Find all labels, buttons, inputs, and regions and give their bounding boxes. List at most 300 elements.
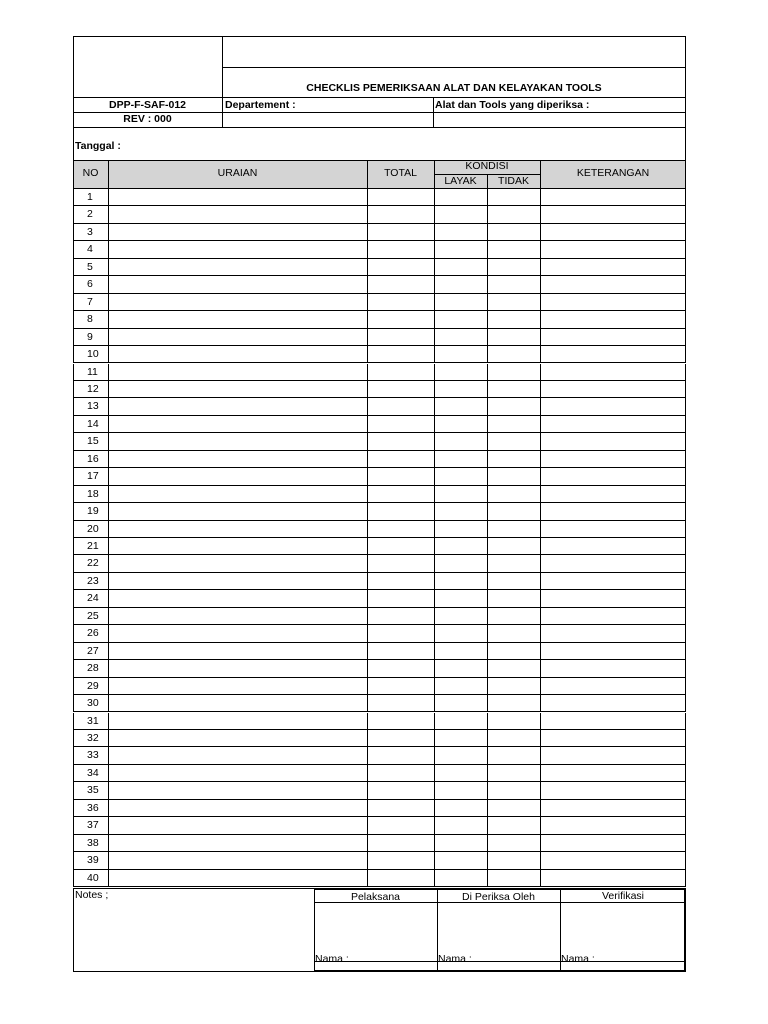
cell-divider <box>108 590 109 606</box>
pelaksana-label: Pelaksana <box>350 891 401 903</box>
cell-divider <box>367 800 368 816</box>
row-number: 36 <box>87 801 99 814</box>
row-number: 19 <box>87 505 99 518</box>
cell-divider <box>434 433 435 449</box>
cell-divider <box>434 817 435 833</box>
cell-divider <box>487 800 488 816</box>
cell-divider <box>434 381 435 397</box>
cell-divider <box>108 608 109 624</box>
table-row <box>73 817 686 834</box>
cell-divider <box>540 206 541 222</box>
row-number: 25 <box>87 609 99 622</box>
verifikasi-label: Verifikasi <box>601 890 644 902</box>
cell-divider <box>434 311 435 327</box>
table-row <box>73 660 686 677</box>
cell-divider <box>367 590 368 606</box>
cell-divider <box>487 294 488 310</box>
cell-divider <box>367 311 368 327</box>
cell-divider <box>487 416 488 432</box>
cell-divider <box>434 573 435 589</box>
cell-divider <box>367 329 368 345</box>
table-row <box>73 416 686 433</box>
row-number: 37 <box>87 819 99 832</box>
cell-divider <box>487 590 488 606</box>
cell-divider <box>108 364 109 380</box>
table-row <box>73 747 686 764</box>
cell-divider <box>540 713 541 729</box>
cell-divider <box>367 835 368 851</box>
cell-divider <box>487 765 488 781</box>
row-number: 20 <box>87 522 99 535</box>
cell-divider <box>540 329 541 345</box>
cell-divider <box>108 555 109 571</box>
cell-divider <box>540 538 541 554</box>
cell-divider <box>540 782 541 798</box>
col-uraian-header: URAIAN <box>217 167 258 179</box>
table-row <box>73 625 686 642</box>
cell-divider <box>434 416 435 432</box>
cell-divider <box>487 433 488 449</box>
cell-divider <box>487 206 488 222</box>
cell-divider <box>108 678 109 694</box>
cell-divider <box>487 521 488 537</box>
cell-divider <box>487 311 488 327</box>
cell-divider <box>540 521 541 537</box>
col-layak-header: LAYAK <box>444 175 477 187</box>
cell-divider <box>434 398 435 414</box>
cell-divider <box>434 189 435 205</box>
cell-divider <box>434 695 435 711</box>
cell-divider <box>540 224 541 240</box>
cell-divider <box>434 486 435 502</box>
tools-label: Alat dan Tools yang diperiksa : <box>435 99 590 111</box>
row-number: 28 <box>87 662 99 675</box>
verifikasi-nama-label: Nama : <box>561 953 595 965</box>
cell-divider <box>540 643 541 659</box>
row-number: 11 <box>87 365 98 378</box>
cell-divider <box>540 660 541 676</box>
cell-divider <box>108 747 109 763</box>
cell-divider <box>108 381 109 397</box>
cell-divider <box>540 625 541 641</box>
cell-divider <box>108 189 109 205</box>
cell-divider <box>434 765 435 781</box>
row-number: 31 <box>87 714 99 727</box>
doc-code: DPP-F-SAF-012 <box>108 99 186 111</box>
cell-divider <box>434 241 435 257</box>
col-total-header: TOTAL <box>384 167 417 179</box>
cell-divider <box>540 486 541 502</box>
cell-divider <box>434 782 435 798</box>
cell-divider <box>108 486 109 502</box>
cell-divider <box>434 852 435 868</box>
table-row <box>73 765 686 782</box>
cell-divider <box>108 870 109 886</box>
cell-divider <box>540 695 541 711</box>
table-row <box>73 241 686 258</box>
cell-divider <box>487 835 488 851</box>
cell-divider <box>487 817 488 833</box>
cell-divider <box>108 643 109 659</box>
cell-divider <box>367 817 368 833</box>
cell-divider <box>487 782 488 798</box>
cell-divider <box>434 521 435 537</box>
cell-divider <box>487 364 488 380</box>
diperiksa-label: Di Periksa Oleh <box>462 891 535 903</box>
cell-divider <box>108 573 109 589</box>
header-divider-tools <box>433 97 434 128</box>
cell-divider <box>367 747 368 763</box>
table-row <box>73 398 686 415</box>
cell-divider <box>434 608 435 624</box>
row-number: 24 <box>87 592 99 605</box>
cell-divider <box>540 433 541 449</box>
table-row <box>73 433 686 450</box>
cell-divider <box>540 416 541 432</box>
row-number: 23 <box>87 574 99 587</box>
cell-divider <box>487 346 488 362</box>
table-row <box>73 346 686 363</box>
cell-divider <box>108 224 109 240</box>
row-number: 27 <box>87 644 99 657</box>
cell-divider <box>540 503 541 519</box>
cell-divider <box>108 782 109 798</box>
cell-divider <box>434 538 435 554</box>
cell-divider <box>367 468 368 484</box>
table-row <box>73 852 686 869</box>
table-row <box>73 189 686 206</box>
cell-divider <box>108 311 109 327</box>
table-row <box>73 364 686 381</box>
cell-divider <box>540 817 541 833</box>
cell-divider <box>540 800 541 816</box>
cell-divider <box>367 678 368 694</box>
cell-divider <box>108 346 109 362</box>
table-row <box>73 329 686 346</box>
row-number: 8 <box>87 313 93 326</box>
cell-divider <box>434 329 435 345</box>
cell-divider <box>367 241 368 257</box>
cell-divider <box>487 189 488 205</box>
cell-divider <box>108 521 109 537</box>
cell-divider <box>367 189 368 205</box>
table-row <box>73 555 686 572</box>
row-number: 38 <box>87 836 99 849</box>
cell-divider <box>434 713 435 729</box>
table-row <box>73 224 686 241</box>
cell-divider <box>434 835 435 851</box>
cell-divider <box>108 538 109 554</box>
row-number: 7 <box>87 295 93 308</box>
cell-divider <box>540 311 541 327</box>
cell-divider <box>540 765 541 781</box>
cell-divider <box>108 852 109 868</box>
cell-divider <box>108 625 109 641</box>
col-kondisi-header: KONDISI <box>465 160 509 172</box>
cell-divider <box>367 259 368 275</box>
cell-divider <box>487 695 488 711</box>
cell-divider <box>540 451 541 467</box>
table-row <box>73 870 686 887</box>
notes-label: Notes ; <box>75 889 109 901</box>
table-row <box>73 643 686 660</box>
cell-divider <box>434 590 435 606</box>
cell-divider <box>487 747 488 763</box>
table-row <box>73 800 686 817</box>
cell-divider <box>540 835 541 851</box>
cell-divider <box>487 730 488 746</box>
table-row <box>73 294 686 311</box>
table-row <box>73 311 686 328</box>
cell-divider <box>434 276 435 292</box>
cell-divider <box>367 643 368 659</box>
cell-divider <box>540 678 541 694</box>
row-number: 29 <box>87 679 99 692</box>
table-row <box>73 608 686 625</box>
cell-divider <box>434 660 435 676</box>
cell-divider <box>108 294 109 310</box>
cell-divider <box>367 870 368 886</box>
cell-divider <box>540 189 541 205</box>
cell-divider <box>108 800 109 816</box>
row-number: 21 <box>87 540 99 552</box>
col-keterangan-header: KETERANGAN <box>576 167 650 179</box>
cell-divider <box>108 451 109 467</box>
cell-divider <box>434 730 435 746</box>
table-row <box>73 678 686 695</box>
cell-divider <box>540 346 541 362</box>
cell-divider <box>434 259 435 275</box>
cell-divider <box>487 503 488 519</box>
cell-divider <box>367 573 368 589</box>
cell-divider <box>487 870 488 886</box>
cell-divider <box>108 416 109 432</box>
cell-divider <box>487 259 488 275</box>
cell-divider <box>434 643 435 659</box>
cell-divider <box>540 573 541 589</box>
cell-divider <box>540 294 541 310</box>
cell-divider <box>367 730 368 746</box>
table-row <box>73 782 686 799</box>
row-number: 39 <box>87 854 99 867</box>
cell-divider <box>108 503 109 519</box>
pelaksana-nama-label: Nama : <box>315 953 349 965</box>
cell-divider <box>367 852 368 868</box>
col-tidak-header: TIDAK <box>498 175 529 187</box>
cell-divider <box>487 241 488 257</box>
cell-divider <box>108 259 109 275</box>
cell-divider <box>540 259 541 275</box>
cell-divider <box>434 800 435 816</box>
cell-divider <box>487 538 488 554</box>
cell-divider <box>540 590 541 606</box>
cell-divider <box>434 224 435 240</box>
row-number: 35 <box>87 784 99 797</box>
cell-divider <box>367 555 368 571</box>
cell-divider <box>487 555 488 571</box>
row-number: 22 <box>87 557 99 570</box>
diperiksa-nama-label: Nama : <box>438 953 472 965</box>
cell-divider <box>434 451 435 467</box>
row-number: 16 <box>87 452 99 465</box>
cell-divider <box>434 206 435 222</box>
row-number: 33 <box>87 749 99 762</box>
row-number: 17 <box>87 470 99 483</box>
table-row <box>73 573 686 590</box>
table-row <box>73 503 686 520</box>
cell-divider <box>434 346 435 362</box>
cell-divider <box>487 381 488 397</box>
cell-divider <box>108 329 109 345</box>
row-number: 18 <box>87 487 99 500</box>
cell-divider <box>108 695 109 711</box>
table-row <box>73 590 686 607</box>
table-row <box>73 451 686 468</box>
cell-divider <box>434 503 435 519</box>
cell-divider <box>367 713 368 729</box>
cell-divider <box>434 555 435 571</box>
row-number: 13 <box>87 400 99 413</box>
cell-divider <box>487 660 488 676</box>
cell-divider <box>434 364 435 380</box>
row-number: 3 <box>87 225 93 238</box>
table-row <box>73 730 686 747</box>
cell-divider <box>108 660 109 676</box>
cell-divider <box>367 765 368 781</box>
row-number: 14 <box>87 417 99 430</box>
cell-divider <box>367 660 368 676</box>
cell-divider <box>108 468 109 484</box>
cell-divider <box>367 433 368 449</box>
table-row <box>73 381 686 398</box>
revision-label: REV : 000 <box>123 113 172 125</box>
table-row <box>73 835 686 852</box>
cell-divider <box>487 608 488 624</box>
cell-divider <box>434 468 435 484</box>
header-divider-mid <box>73 97 686 98</box>
form-title: CHECKLIS PEMERIKSAAN ALAT DAN KELAYAKAN TOOLS <box>306 82 602 94</box>
cell-divider <box>367 346 368 362</box>
cell-divider <box>487 224 488 240</box>
cell-divider <box>540 747 541 763</box>
cell-divider <box>540 398 541 414</box>
cell-divider <box>367 521 368 537</box>
cell-divider <box>434 625 435 641</box>
row-number: 40 <box>87 871 99 884</box>
cell-divider <box>108 398 109 414</box>
row-number: 15 <box>87 435 99 448</box>
cell-divider <box>108 241 109 257</box>
row-number: 4 <box>87 243 93 256</box>
table-row <box>73 259 686 276</box>
date-label: Tanggal : <box>75 140 121 152</box>
cell-divider <box>367 294 368 310</box>
cell-divider <box>487 643 488 659</box>
cell-divider <box>367 625 368 641</box>
row-number: 1 <box>87 191 93 203</box>
cell-divider <box>487 398 488 414</box>
cell-divider <box>108 730 109 746</box>
row-number: 26 <box>87 627 99 640</box>
cell-divider <box>367 206 368 222</box>
cell-divider <box>487 625 488 641</box>
cell-divider <box>540 555 541 571</box>
cell-divider <box>434 294 435 310</box>
row-number: 10 <box>87 348 99 361</box>
header-divider-top <box>222 67 686 68</box>
cell-divider <box>540 241 541 257</box>
col-no-header: NO <box>82 167 99 179</box>
cell-divider <box>367 608 368 624</box>
cell-divider <box>540 276 541 292</box>
row-number: 2 <box>87 208 93 221</box>
row-number: 9 <box>87 330 93 343</box>
cell-divider <box>487 713 488 729</box>
cell-divider <box>108 713 109 729</box>
cell-divider <box>367 486 368 502</box>
cell-divider <box>367 381 368 397</box>
cell-divider <box>487 678 488 694</box>
cell-divider <box>367 224 368 240</box>
cell-divider <box>487 573 488 589</box>
cell-divider <box>367 364 368 380</box>
cell-divider <box>367 416 368 432</box>
department-label: Departement : <box>225 99 296 111</box>
cell-divider <box>540 608 541 624</box>
cell-divider <box>540 852 541 868</box>
table-row <box>73 713 686 730</box>
row-number: 30 <box>87 697 99 710</box>
cell-divider <box>540 730 541 746</box>
row-number: 12 <box>87 382 99 395</box>
cell-divider <box>540 468 541 484</box>
table-row <box>73 276 686 293</box>
cell-divider <box>487 451 488 467</box>
cell-divider <box>367 398 368 414</box>
cell-divider <box>367 276 368 292</box>
cell-divider <box>434 678 435 694</box>
cell-divider <box>367 451 368 467</box>
cell-divider <box>367 538 368 554</box>
row-number: 34 <box>87 766 99 779</box>
cell-divider <box>108 276 109 292</box>
cell-divider <box>434 747 435 763</box>
table-row <box>73 695 686 712</box>
table-row <box>73 468 686 485</box>
cell-divider <box>108 835 109 851</box>
table-row <box>73 521 686 538</box>
cell-divider <box>367 695 368 711</box>
cell-divider <box>108 817 109 833</box>
cell-divider <box>108 433 109 449</box>
date-row <box>73 127 686 161</box>
cell-divider <box>434 870 435 886</box>
signature-name-divider <box>314 961 686 962</box>
cell-divider <box>540 381 541 397</box>
row-number: 5 <box>87 260 93 273</box>
row-number: 6 <box>87 278 93 291</box>
cell-divider <box>367 782 368 798</box>
cell-divider <box>487 486 488 502</box>
table-row <box>73 486 686 503</box>
cell-divider <box>540 364 541 380</box>
cell-divider <box>487 468 488 484</box>
row-number: 32 <box>87 731 99 744</box>
cell-divider <box>367 503 368 519</box>
table-row <box>73 206 686 223</box>
cell-divider <box>487 329 488 345</box>
cell-divider <box>487 852 488 868</box>
